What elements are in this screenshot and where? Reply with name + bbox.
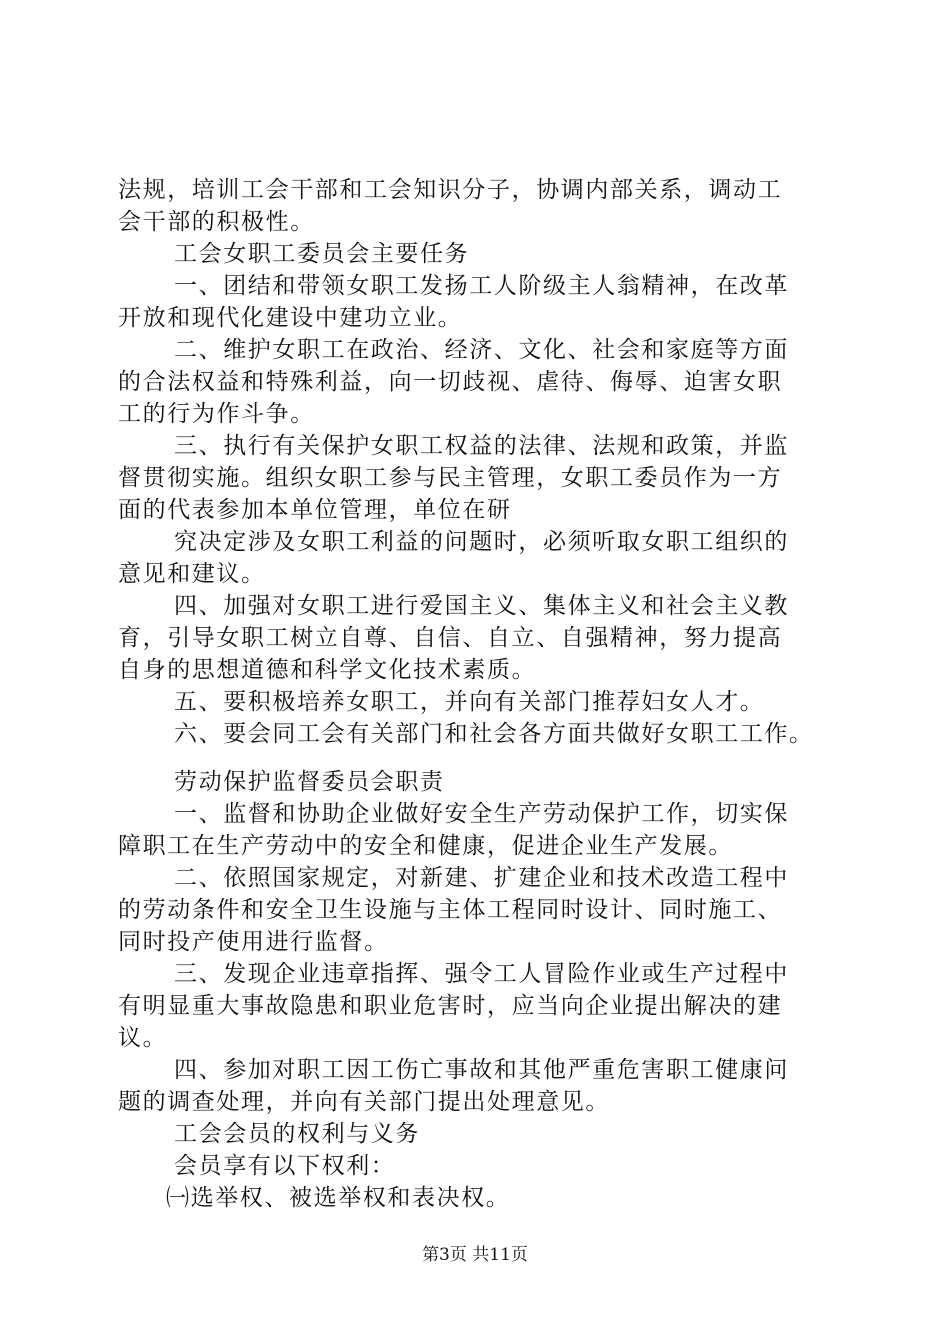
text-line: 二、依照国家规定，对新建、扩建企业和技术改造工程中	[174, 865, 789, 891]
text-line: 障职工在生产劳动中的安全和健康，促进企业生产发展。	[118, 833, 733, 859]
text-line: 自身的思想道德和科学文化技术素质。	[118, 657, 537, 683]
text-line: 会员享有以下权利：	[174, 1153, 396, 1179]
text-line: 有明显重大事故隐患和职业危害时，应当向企业提出解决的建	[118, 993, 783, 1019]
page-number-footer: 第3页 共11页	[422, 1245, 528, 1265]
text-line: 二、维护女职工在政治、经济、文化、社会和家庭等方面	[174, 337, 789, 363]
text-line: 四、加强对女职工进行爱国主义、集体主义和社会主义教	[174, 593, 789, 619]
text-line: 一、监督和协助企业做好安全生产劳动保护工作，切实保	[174, 801, 789, 827]
text-line: 的劳动条件和安全卫生设施与主体工程同时设计、同时施工、	[118, 897, 783, 923]
text-line: 同时投产使用进行监督。	[118, 929, 389, 955]
text-line: 议。	[118, 1025, 168, 1051]
text-line: 育，引导女职工树立自尊、自信、自立、自强精神，努力提高	[118, 625, 783, 651]
text-line: 会干部的积极性。	[118, 209, 315, 235]
text-line: 意见和建议。	[118, 561, 266, 587]
text-line: 开放和现代化建设中建功立业。	[118, 305, 463, 331]
text-line: 督贯彻实施。组织女职工参与民主管理，女职工委员作为一方	[118, 465, 783, 491]
section-heading: 工会会员的权利与义务	[174, 1121, 420, 1147]
text-line: 题的调查处理，并向有关部门提出处理意见。	[118, 1089, 610, 1115]
text-line: 究决定涉及女职工利益的问题时，必须听取女职工组织的	[174, 529, 789, 555]
text-line: 的合法权益和特殊利益，向一切歧视、虐待、侮辱、迫害女职	[118, 369, 783, 395]
text-line: 六、要会同工会有关部门和社会各方面共做好女职工工作。	[174, 721, 814, 747]
text-line: 法规，培训工会干部和工会知识分子，协调内部关系，调动工	[118, 177, 783, 203]
document-body	[118, 174, 838, 1214]
text-line: 三、发现企业违章指挥、强令工人冒险作业或生产过程中	[174, 961, 789, 987]
text-line: 五、要积极培养女职工，并向有关部门推荐妇女人才。	[174, 689, 765, 715]
text-line: 四、参加对职工因工伤亡事故和其他严重危害职工健康问	[174, 1057, 789, 1083]
text-line: 一、团结和带领女职工发扬工人阶级主人翁精神，在改革	[174, 273, 789, 299]
paragraph-gap	[118, 750, 838, 766]
section-heading: 工会女职工委员会主要任务	[174, 241, 470, 267]
text-line: 工的行为作斗争。	[118, 401, 315, 427]
text-line: 三、执行有关保护女职工权益的法律、法规和政策，并监	[174, 433, 789, 459]
text-line: ㈠选举权、被选举权和表决权。	[166, 1185, 511, 1211]
section-heading: 劳动保护监督委员会职责	[174, 769, 445, 795]
text-line: 面的代表参加本单位管理，单位在研	[118, 497, 512, 523]
